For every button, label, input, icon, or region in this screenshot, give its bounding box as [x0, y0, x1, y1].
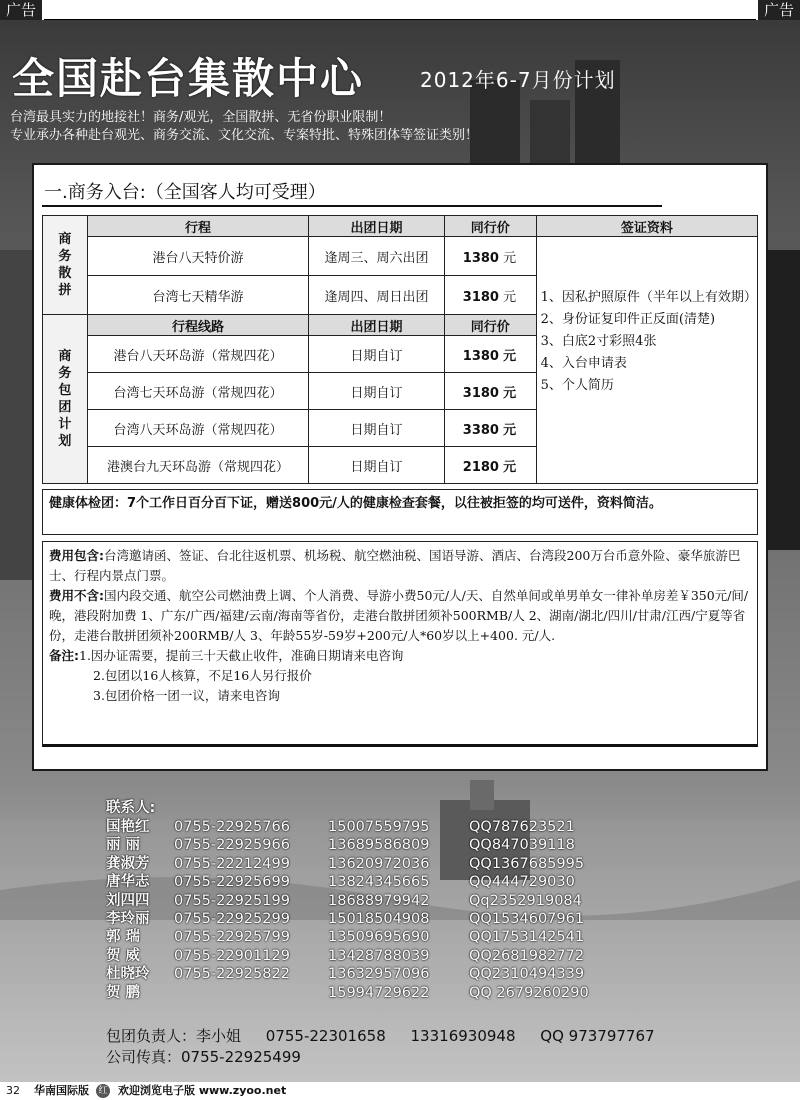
company-fax: 公司传真：0755-22925499: [106, 1048, 301, 1066]
contact-row: [106, 836, 649, 854]
route-cell: 港台八天特价游: [87, 237, 308, 276]
column-header: 同行价: [444, 216, 536, 237]
price-cell: 2180 元: [444, 447, 536, 484]
contact-name: 丽 丽: [106, 837, 141, 854]
contact-mobile: 18688979942: [328, 892, 430, 909]
package-tour-side-label: 商务包团计划: [43, 315, 88, 484]
contact-name: 郭 瑞: [106, 929, 141, 946]
contact-row: [106, 910, 649, 928]
contact-tel: 0755-22925799: [174, 929, 290, 946]
price-cell: 3180 元: [444, 276, 536, 315]
contact-qq: QQ1753142541: [469, 929, 585, 946]
fees-note: 2.包团以16人核算，不足16人另行报价: [93, 668, 312, 683]
price-cell: 3180 元: [444, 373, 536, 410]
contact-name: 唐华志: [106, 874, 150, 891]
top-divider: [44, 19, 756, 20]
table-row: [43, 237, 758, 276]
contact-tel: 0755-22925199: [174, 892, 290, 909]
table-header-row: [43, 216, 758, 237]
page-title: 全国赴台集散中心: [12, 54, 365, 103]
route-cell: 台湾八天环岛游（常规四花）: [87, 410, 308, 447]
contact-tel: 0755-22925822: [174, 966, 290, 983]
contact-qq: QQ2310494339: [469, 966, 585, 983]
section-title: 一.商务入台:（全国客人均可受理）: [44, 182, 326, 203]
fees-note: 3.包团价格一团一议，请来电咨询: [93, 688, 280, 703]
contact-mobile: 15018504908: [328, 911, 430, 928]
column-header: 行程: [87, 216, 308, 237]
manager-info: [106, 1026, 675, 1068]
health-check-note: 健康体检团：7个工作日百分百下证，赠送800元/人的健康检查套餐，以往被拒签的均可送件，资料简洁。: [42, 489, 758, 535]
contact-tel: 0755-22901129: [174, 947, 290, 964]
contact-mobile: 13824345665: [328, 874, 430, 891]
section-divider: [42, 205, 662, 207]
visa-doc-item: 3、白底2寸彩照4张: [540, 334, 657, 349]
column-header: 出团日期: [309, 216, 445, 237]
contact-row: [106, 965, 649, 983]
route-cell: 港台八天环岛游（常规四花）: [87, 336, 308, 373]
contact-name: 龚淑芳: [106, 855, 150, 872]
contact-mobile: 13620972036: [328, 855, 430, 872]
contact-qq: QQ444729030: [469, 874, 575, 891]
visa-doc-item: 5、个人简历: [540, 378, 614, 393]
date-cell: 日期自订: [309, 447, 445, 484]
ad-label-left: 广告: [0, 0, 42, 20]
contact-mobile: 13509695690: [328, 929, 430, 946]
tour-plan-panel: [32, 163, 768, 771]
visa-doc-item: 4、入台申请表: [540, 356, 627, 371]
contact-qq: QQ 2679260290: [469, 984, 589, 1001]
publication-name: 华南国际版: [34, 1084, 89, 1097]
fees-excluded: 费用不含:国内段交通、航空公司燃油费上调、个人消费、导游小费50元/人/天、自然单间或单男单女一律补单房差￥350元/间/晚，港段附加费 1、广东/广西/福建/云南/海南等省份，走港台散拼团须补500RMB/人 2、湖南/湖北/四川/甘肃/江西/宁夏等省份，走港台散拼团须补200RMB/人 3、年龄55岁-59岁+200元/人*60岁以上+400. 元/人.: [49, 588, 749, 643]
contact-mobile: 15994729622: [328, 984, 430, 1001]
contact-name: 刘四四: [106, 892, 150, 909]
slogan-line: 台湾最具实力的地接社！商务/观光，全国散拼、无省份职业限制！: [10, 110, 392, 125]
fees-section: [42, 541, 758, 747]
visa-doc-item: 2、身份证复印件正反面(清楚): [540, 312, 716, 327]
contact-name: 贺 鹏: [106, 984, 141, 1001]
date-cell: 逢周三、周六出团: [309, 237, 445, 276]
page-footer: [0, 1082, 800, 1100]
contact-tel: [174, 984, 328, 1002]
manager-qq: QQ 973797767: [540, 1027, 655, 1045]
contact-row: [106, 984, 649, 1002]
contact-name: 李玲丽: [106, 911, 150, 928]
price-cell: 1380 元: [444, 336, 536, 373]
contact-qq: QQ1534607961: [469, 911, 585, 928]
fees-note: 备注:1.因办证需要，提前三十天截止收件，准确日期请来电咨询: [49, 648, 404, 663]
contact-qq: QQ2681982772: [469, 947, 585, 964]
manager-mobile: 13316930948: [410, 1027, 516, 1045]
price-cell: 1380 元: [444, 237, 536, 276]
contact-row: [106, 873, 649, 891]
contact-name: 国艳红: [106, 819, 150, 835]
visa-doc-item: 1、因私护照原件（半年以上有效期）: [540, 290, 757, 305]
ad-label-right: 广告: [758, 0, 800, 20]
contact-tel: 0755-22925699: [174, 874, 290, 891]
fees-included: 费用包含:台湾邀请函、签证、台北往返机票、机场税、航空燃油税、国语导游、酒店、台湾段200万台币意外险、豪华旅游巴士、行程内景点门票。: [49, 548, 741, 583]
route-cell: 台湾七天精华游: [87, 276, 308, 315]
route-cell: 港澳台九天环岛游（常规四花）: [87, 447, 308, 484]
contact-mobile: 15007559795: [328, 819, 430, 835]
date-cell: 日期自订: [309, 336, 445, 373]
contact-row: [106, 892, 649, 910]
manager-tel: 0755-22301658: [265, 1027, 386, 1045]
contact-mobile: 13689586809: [328, 837, 430, 854]
manager-line: [106, 1026, 675, 1047]
contact-row: [106, 928, 649, 946]
tour-table: [42, 215, 758, 484]
slogan-line: 专业承办各种赴台观光、商务交流、文化交流、专案特批、特殊团体等签证类别！: [10, 128, 479, 143]
date-cell: 逢周四、周日出团: [309, 276, 445, 315]
column-header: 出团日期: [309, 315, 445, 336]
page-number: 32: [6, 1084, 20, 1097]
contact-name: 贺 威: [106, 947, 141, 964]
contact-tel: 0755-22925966: [174, 837, 290, 854]
contact-tel: 0755-22925766: [174, 819, 290, 835]
contact-tel: 0755-22925299: [174, 911, 290, 928]
group-tour-side-label: 商务散拼: [43, 216, 88, 315]
contact-tel: 0755-22212499: [174, 855, 290, 872]
date-cell: 日期自订: [309, 410, 445, 447]
page-subtitle: 2012年6-7月份计划: [420, 68, 616, 92]
contact-list: [106, 798, 649, 1002]
contact-row: [106, 818, 649, 836]
date-cell: 日期自订: [309, 373, 445, 410]
column-header: 行程线路: [87, 315, 308, 336]
visa-docs-cell: [536, 237, 757, 484]
contact-mobile: 13428788039: [328, 947, 430, 964]
contact-row: [106, 855, 649, 873]
contact-name: 杜晓玲: [106, 966, 150, 983]
contact-row: [106, 947, 649, 965]
contact-qq: QQ787623521: [469, 819, 575, 835]
column-header: 签证资料: [536, 216, 757, 237]
contacts-label: 联系人:: [106, 800, 156, 816]
edition-badge-icon: 红: [96, 1084, 110, 1098]
column-header: 同行价: [444, 315, 536, 336]
route-cell: 台湾七天环岛游（常规四花）: [87, 373, 308, 410]
website-link[interactable]: 欢迎浏览电子版 www.zyoo.net: [118, 1084, 287, 1097]
contact-qq: QQ847039118: [469, 837, 575, 854]
price-cell: 3380 元: [444, 410, 536, 447]
manager-name: 包团负责人：李小姐: [106, 1027, 242, 1045]
contact-mobile: 13632957096: [328, 966, 430, 983]
contact-qq: QQ1367685995: [469, 855, 585, 872]
contact-qq: Qq2352919084: [469, 892, 582, 909]
